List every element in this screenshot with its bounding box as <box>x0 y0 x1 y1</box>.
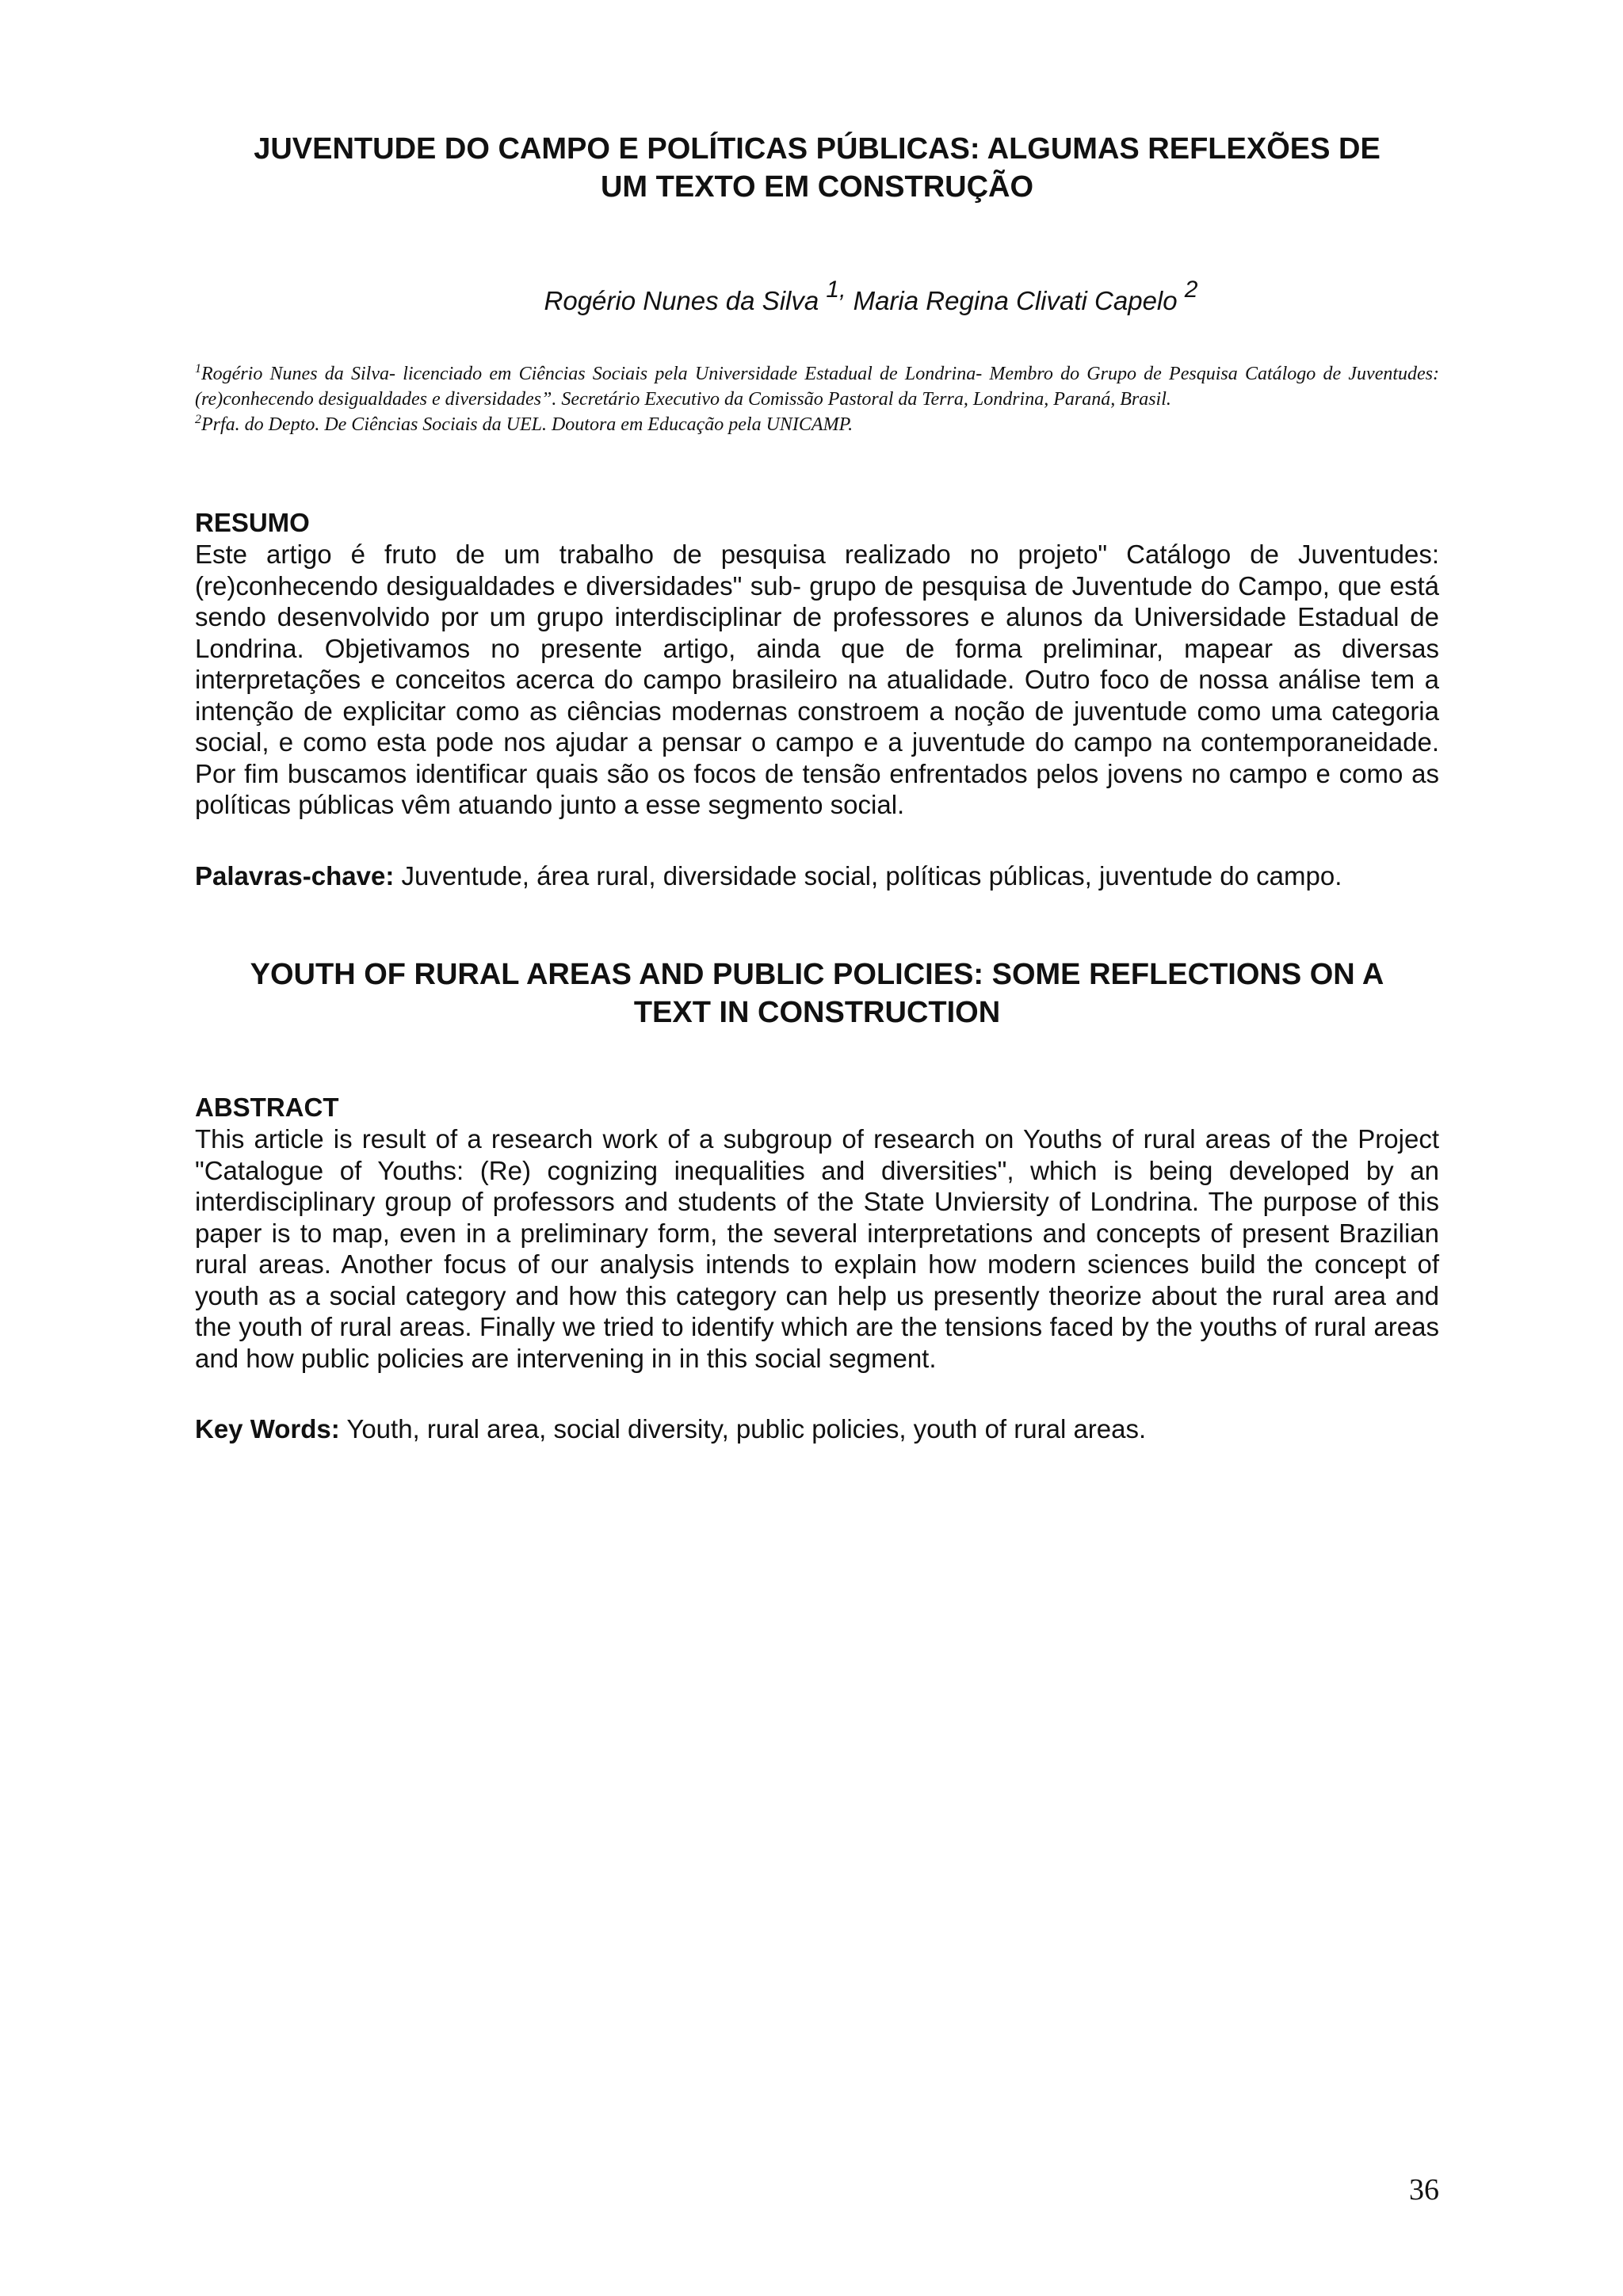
title-english <box>195 955 1439 1032</box>
affiliation-note-1-text: Rogério Nunes da Silva- licenciado em Ciências Sociais pela Universidade Estadual de Londrina- Membro do Grupo de Pesquisa Catálogo de Juventudes: (re)conhecendo desigualdades e diversidades”. Secretário Executivo da Comissão Pastoral da Terra, Londrina, Paraná, Brasil. <box>195 364 1439 410</box>
authors-line <box>195 277 1439 318</box>
affiliations <box>195 361 1439 437</box>
resumo-keywords-label: Palavras-chave: <box>195 861 395 891</box>
resumo-text: Este artigo é fruto de um trabalho de pesquisa realizado no projeto" Catálogo de Juventudes: (re)conhecendo desigualdades e diversidades" sub- grupo de pesquisa de Juventude do Campo, que está sendo desenvolvido por um grupo interdisciplinar de professores e alunos da Universidade Estadual de Londrina. Objetivamos no presente artigo, ainda que de forma preliminar, mapear as diversas interpretações e conceitos acerca do campo brasileiro na atualidade. Outro foco de nossa análise tem a intenção de explicitar como as ciências modernas constroem a noção de juventude como uma categoria social, e como esta pode nos ajudar a pensar o campo e a juventude do campo na contemporaneidade. Por fim buscamos identificar quais são os focos de tensão enfrentados pelos jovens no campo e como as políticas públicas vêm atuando junto a esse segmento social. <box>195 540 1439 819</box>
author-1-mark: 1, <box>826 277 846 303</box>
abstract-section <box>195 1092 1439 1374</box>
affiliation-note-1 <box>195 361 1439 412</box>
title-portuguese-line-2: UM TEXTO EM CONSTRUÇÃO <box>600 170 1034 204</box>
title-english-line-2: TEXT IN CONSTRUCTION <box>633 996 1001 1029</box>
author-1: Rogério Nunes da Silva <box>544 286 819 315</box>
abstract-heading: ABSTRACT <box>195 1093 339 1122</box>
resumo-keywords <box>195 860 1439 892</box>
title-portuguese <box>195 130 1439 206</box>
author-2: Maria Regina Clivati Capelo <box>853 286 1178 315</box>
affiliation-note-2 <box>195 412 1439 437</box>
affiliation-note-2-text: Prfa. do Depto. De Ciências Sociais da UEL. Doutora em Educação pela UNICAMP. <box>201 414 854 435</box>
page-number: 36 <box>1409 2173 1439 2206</box>
abstract-keywords <box>195 1413 1439 1445</box>
abstract-keywords-label: Key Words: <box>195 1414 340 1444</box>
resumo-section <box>195 507 1439 821</box>
abstract-text: This article is result of a research work of a subgroup of research on Youths of rural areas of the Project "Catalogue of Youths: (Re) cognizing inequalities and diversities", which is being developed by an interdisciplinary group of professors and students of the State Unviersity of Londrina. The purpose of this paper is to map, even in a preliminary form, the several interpretations and concepts of present Brazilian rural areas. Another focus of our analysis intends to explain how modern sciences build the concept of youth as a social category and how this category can help us presently theorize about the rural area and the youth of rural areas. Finally we tried to identify which are the tensions faced by the youths of rural areas and how public policies are intervening in in this social segment. <box>195 1124 1439 1373</box>
affiliation-note-1-mark: 1 <box>195 362 201 376</box>
affiliation-note-2-mark: 2 <box>195 413 201 426</box>
abstract-keywords-text: Youth, rural area, social diversity, public policies, youth of rural areas. <box>339 1414 1147 1444</box>
title-english-line-1: YOUTH OF RURAL AREAS AND PUBLIC POLICIES: SOME REFLECTIONS ON A <box>250 958 1384 991</box>
title-portuguese-line-1: JUVENTUDE DO CAMPO E POLÍTICAS PÚBLICAS: ALGUMAS REFLEXÕES DE <box>254 132 1381 166</box>
resumo-keywords-text: Juventude, área rural, diversidade social, políticas públicas, juventude do campo. <box>394 861 1342 891</box>
resumo-heading: RESUMO <box>195 508 310 537</box>
author-2-mark: 2 <box>1184 277 1198 303</box>
